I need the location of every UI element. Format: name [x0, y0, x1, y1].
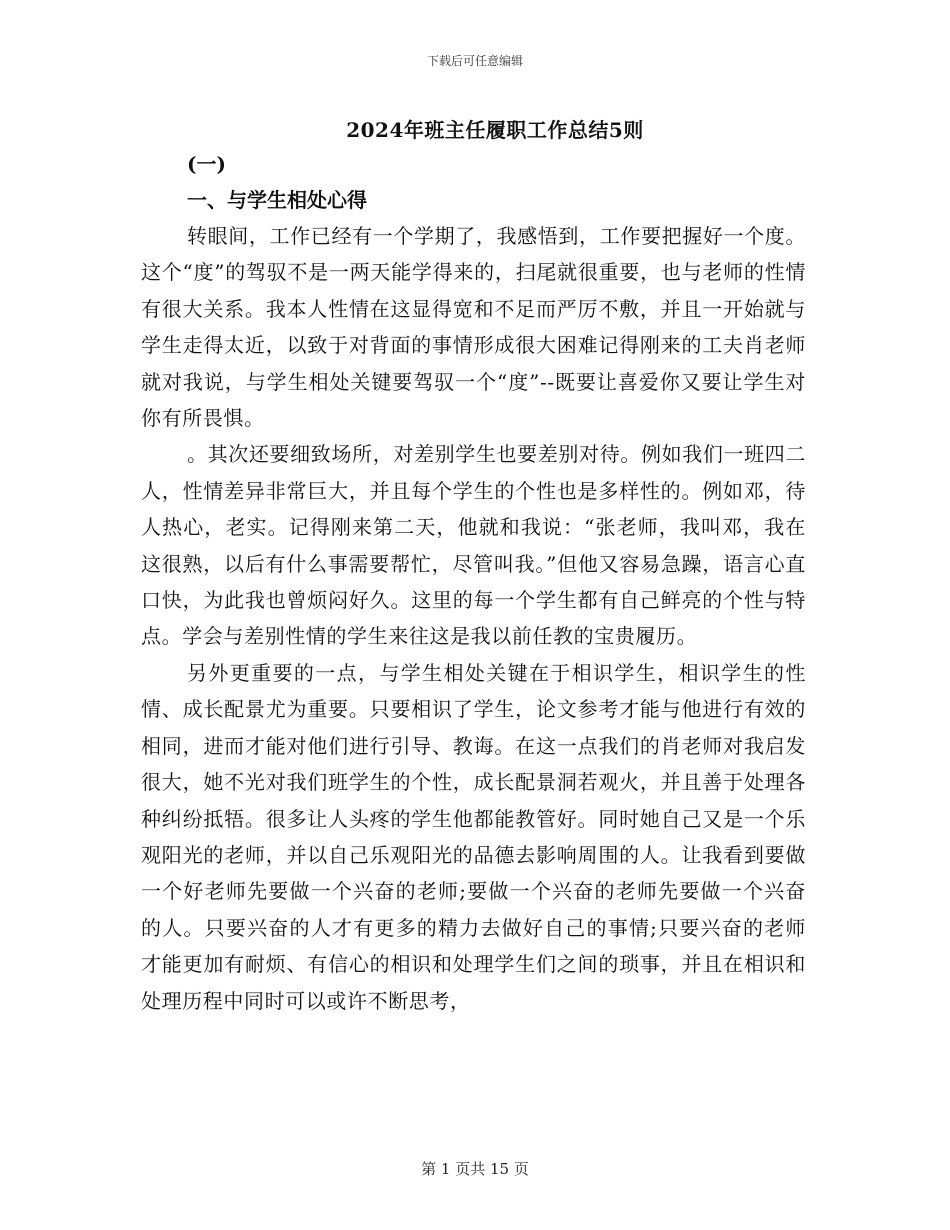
body-paragraph-3: 另外更重要的一点，与学生相处关键在于相识学生，相识学生的性情、成长配景尤为重要。只要相识了学生，论文参考才能与他进行有效的相同，进而才能对他们进行引导、教诲。在这一点我们的肖老师对我启发很大，她不光对我们班学生的个性，成长配景洞若观火，并且善于处理各种纠纷抵牾。很多让人头疼的学生他都能教管好。同时她自己又是一个乐观阳光的老师，并以自己乐观阳光的品德去影响周围的人。让我看到要做一个好老师先要做一个兴奋的老师;要做一个兴奋的老师先要做一个兴奋的人。只要兴奋的人才有更多的精力去做好自己的事情;只要兴奋的老师才能更加有耐烦、有信心的相识和处理学生们之间的琐事，并且在相识和处理历程中同时可以或许不断思考，: [141, 660, 806, 1013]
section-marker: (一): [187, 152, 226, 176]
body-paragraph-2: 。其次还要细致场所，对差别学生也要差别对待。例如我们一班四二人，性情差异非常巨大，并且每个学生的个性也是多样性的。例如邓，待人热心，老实。记得刚来第二天，他就和我说：“张老师，我叫邓，我在这很熟，以后有什么事需要帮忙，尽管叫我。”但他又容易急躁，语言心直口快，为此我也曾烦闷好久。这里的每一个学生都有自己鲜亮的个性与特点。学会与差别性情的学生来往这是我以前任教的宝贵履历。: [141, 442, 806, 649]
document-body: [141, 146, 806, 1019]
page-header-note: 下载后可任意编辑: [426, 54, 523, 68]
section-heading: 一、与学生相处心得: [187, 188, 367, 212]
body-paragraph-1: 转眼间，工作已经有一个学期了，我感悟到，工作要把握好一个度。这个“度”的驾驭不是一两天能学得来的，扫尾就很重要，也与老师的性情有很大关系。我本人性情在这显得宽和不足而严厉不敷，并且一开始就与学生走得太近，以致于对背面的事情形成很大困难记得刚来的工夫肖老师就对我说，与学生相处关键要驾驭一个“度”--既要让喜爱你又要让学生对你有所畏惧。: [141, 224, 806, 431]
page-number-footer: 第 1 页共 15 页: [421, 1160, 529, 1178]
document-title: 2024年班主任履职工作总结5则: [346, 118, 644, 142]
